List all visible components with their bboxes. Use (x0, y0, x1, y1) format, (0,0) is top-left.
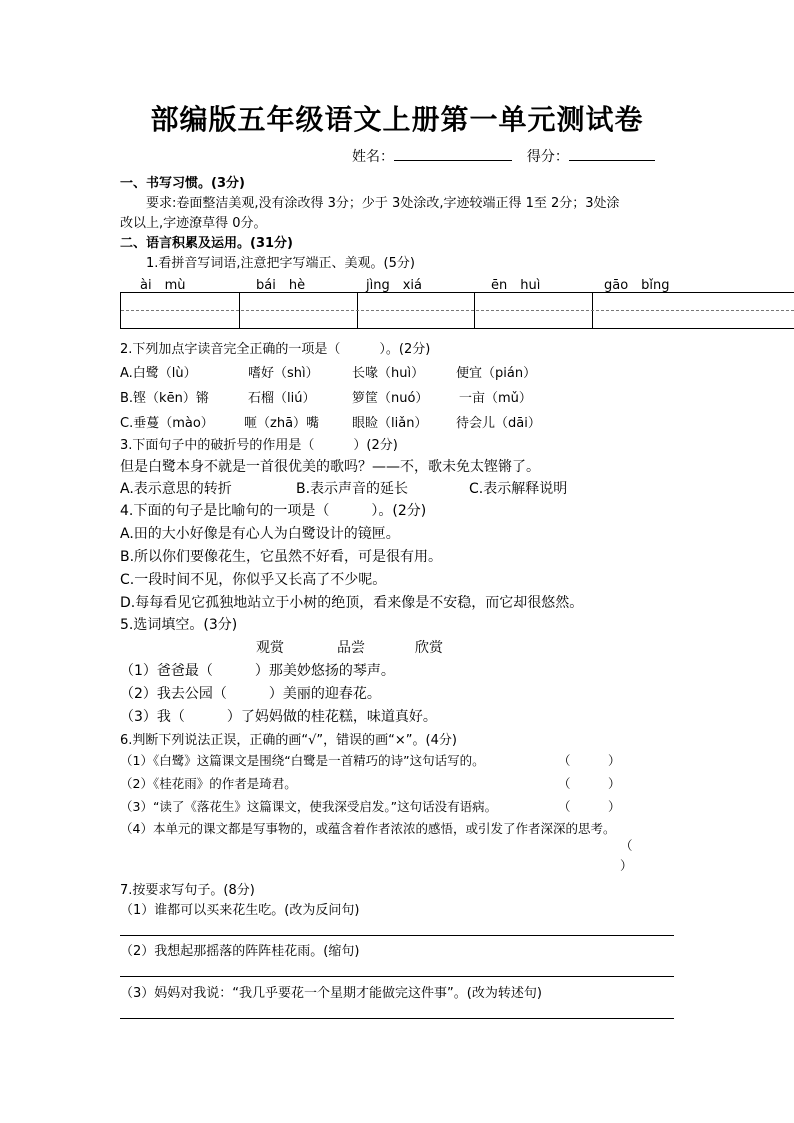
section1-requirement-line1: 要求:卷面整洁美观,没有涂改得 3分；少于 3处涂改,字迹较端正得 1至 2分；3处涂 (146, 196, 620, 211)
q2-option-a-1: A.白鹭（lù） (120, 366, 197, 381)
q2-prompt: 2.下列加点字读音完全正确的一项是（ ）。(2分) (120, 342, 431, 357)
q6-item-4: （4）本单元的课文都是写事物的，或蕴含着作者浓浓的感悟，或引发了作者深深的思考。 (120, 821, 616, 836)
q4-option-c: C.一段时间不见，你似乎又长高了不少呢。 (120, 572, 387, 588)
q1-pinyin-5: gāo bǐng (604, 278, 670, 293)
q6-answer-1[interactable]: （ ） (558, 753, 621, 768)
q7-item-1: （1）谁都可以买来花生吃。(改为反问句) (120, 903, 360, 918)
score-blank[interactable] (569, 146, 655, 161)
q6-answer-2[interactable]: （ ） (558, 776, 621, 791)
q6-item-1: （1）《白鹭》这篇课文是围绕“白鹭是一首精巧的诗”这句话写的。 (120, 753, 485, 768)
name-label: 姓名： (352, 149, 394, 165)
q6-prompt: 6.判断下列说法正误，正确的画“√”，错误的画“×”。(4分) (120, 733, 457, 748)
q6-answer-3[interactable]: （ ） (558, 799, 621, 814)
q6-item-3: （3）“读了《落花生》这篇课文，使我深受启发。”这句话没有语病。 (120, 799, 498, 814)
section1-requirement-line2: 改以上,字迹潦草得 0分。 (120, 216, 267, 231)
q3-prompt: 3.下面句子中的破折号的作用是（ ）(2分) (120, 438, 398, 453)
q2-option-c-3: 眼睑（liǎn） (352, 416, 428, 431)
q2-option-b-2: 石榴（liú） (248, 391, 316, 406)
q1-pinyin-4: ēn huì (491, 278, 541, 293)
q7-answer-line-3[interactable] (120, 1018, 674, 1019)
q7-answer-line-2[interactable] (120, 976, 674, 977)
q3-option-c: C.表示解释说明 (469, 481, 568, 497)
q1-pinyin-3: jìng xiá (366, 278, 422, 293)
q4-option-a: A.田的大小好像是有心人为白鹭设计的镜匣。 (120, 526, 400, 542)
q5-item-1: （1）爸爸最（ ）那美妙悠扬的琴声。 (120, 663, 395, 679)
q7-prompt: 7.按要求写句子。(8分) (120, 883, 255, 898)
q5-item-3: （3）我（ ）了妈妈做的桂花糕，味道真好。 (120, 709, 437, 725)
q2-option-b-1: B.铿（kēn）锵 (120, 391, 209, 406)
q2-option-c-2: 咂（zhā）嘴 (244, 416, 320, 431)
q4-prompt: 4.下面的句子是比喻句的一项是（ ）。(2分) (120, 503, 427, 519)
q1-pinyin-1: ài mù (140, 278, 186, 293)
q5-prompt: 5.选词填空。(3分) (120, 617, 238, 633)
section1-heading: 一、书写习惯。(3分) (120, 176, 245, 191)
q5-word-1: 观赏 (256, 640, 284, 656)
section2-heading: 二、语言积累及运用。(31分) (120, 236, 293, 251)
q2-option-a-4: 便宜（pián） (456, 366, 537, 381)
q3-sentence: 但是白鹭本身不就是一首很优美的歌吗？——不，歌未免太铿锵了。 (120, 459, 540, 475)
q3-option-b: B.表示声音的延长 (296, 481, 409, 497)
q7-item-3: （3）妈妈对我说：“我几乎要花一个星期才能做完这件事”。(改为转述句) (120, 986, 542, 1001)
q7-answer-line-1[interactable] (120, 935, 674, 936)
q1-prompt: 1.看拼音写词语,注意把字写端正、美观。(5分) (146, 256, 415, 271)
q2-option-b-4: 一亩（mǔ） (459, 391, 532, 406)
q3-option-a: A.表示意思的转折 (120, 481, 232, 497)
name-blank[interactable] (394, 146, 512, 161)
q5-word-3: 欣赏 (415, 640, 443, 656)
q2-option-c-4: 待会儿（dāi） (456, 416, 541, 431)
q6-item-2: （2）《桂花雨》的作者是琦君。 (120, 776, 297, 791)
q2-option-b-3: 箩筐（nuó） (352, 391, 429, 406)
q6-answer-4-close[interactable]: ） (620, 858, 633, 873)
q2-option-c-1: C.垂蔓（mào） (120, 416, 214, 431)
score-label: 得分： (526, 149, 569, 165)
q6-answer-4-open[interactable]: （ (620, 838, 633, 853)
q4-option-b: B.所以你们要像花生，它虽然不好看，可是很有用。 (120, 549, 443, 565)
page-title: 部编版五年级语文上册第一单元测试卷 (150, 103, 644, 136)
q5-item-2: （2）我去公园（ ）美丽的迎春花。 (120, 686, 381, 702)
q7-item-2: （2）我想起那摇落的阵阵桂花雨。(缩句) (120, 944, 360, 959)
name-score-line (352, 146, 655, 166)
q5-word-2: 品尝 (337, 640, 365, 656)
q1-pinyin-2: bái hè (256, 278, 306, 293)
q2-option-a-3: 长喙（huì） (352, 366, 425, 381)
q1-writing-grid (120, 292, 794, 329)
q4-option-d: D.每每看见它孤独地站立于小树的绝顶，看来像是不安稳，而它却很悠然。 (120, 595, 584, 611)
q1-grid-midline (121, 310, 794, 311)
q2-option-a-2: 嗜好（shì） (248, 366, 319, 381)
